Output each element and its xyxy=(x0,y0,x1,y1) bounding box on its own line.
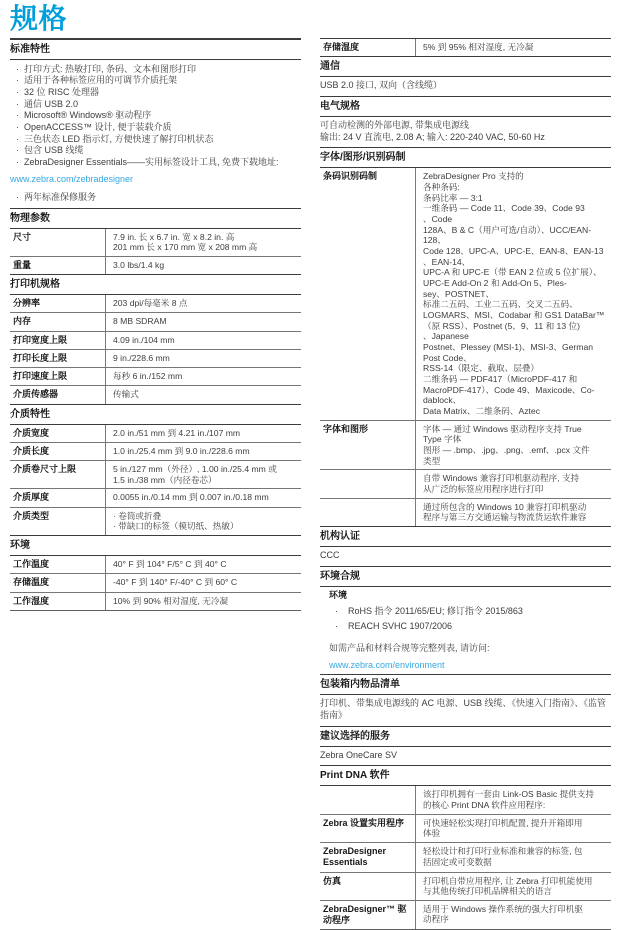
spec-label: 重量 xyxy=(10,257,106,274)
spec-label: 打印宽度上限 xyxy=(10,332,106,349)
bullet-item xyxy=(10,64,301,76)
section-heading: 电气规格 xyxy=(320,96,611,117)
bullet-dot-icon: · xyxy=(16,110,19,121)
section-heading: 通信 xyxy=(320,56,611,77)
spec-value-line: MacroPDF-417）、Code 49、Maxicode、Co- xyxy=(423,384,595,395)
bullet-item xyxy=(10,110,301,122)
spec-value-line: 该打印机拥有一套由 Link-OS Basic 提供支持 xyxy=(423,789,594,800)
spec-value-line: -40° F 到 140° F/-40° C 到 60° C xyxy=(113,577,238,588)
section-heading: 标准特性 xyxy=(10,38,301,60)
spec-label: 介质卷尺寸上限 xyxy=(10,461,106,488)
paragraph xyxy=(320,117,611,148)
spec-value-line: 5% 到 95% 相对湿度, 无冷凝 xyxy=(423,41,534,52)
bullet-dot-icon: · xyxy=(16,122,19,133)
spec-label: 分辨率 xyxy=(10,295,106,312)
spec-value-line: 适用于 Windows 操作系统的强大打印机驱 xyxy=(423,903,583,914)
spec-value-line: Postnet、Plessey (MSI-1)、MSI-3、German xyxy=(423,341,594,352)
paragraph-line: 如需产品和材料合规等完整列表, 请访问: xyxy=(329,642,490,653)
spec-value-line: 一维条码 — Code 11、Code 39、Code 93 xyxy=(423,203,585,214)
page-title: 规格 xyxy=(10,3,68,34)
spec-value-line: Data Matrix、二维条码、Aztec xyxy=(423,405,540,416)
paragraph-line: 打印机、带集成电源线的 AC 电源、USB 线缆、《快速入门指南》、《监管指南》 xyxy=(320,697,607,720)
section-heading: Print DNA 软件 xyxy=(320,765,611,786)
section-heading: 包装箱内物品清单 xyxy=(320,674,611,695)
spec-label: 打印速度上限 xyxy=(10,368,106,385)
spec-value-line: 图形 — .bmp、.jpg、.png、.emf、.pcx 文件 xyxy=(423,444,590,455)
spec-value-line: 10% 到 90% 相对湿度, 无冷凝 xyxy=(113,595,229,606)
bullet-text: REACH SVHC 1907/2006 xyxy=(348,621,453,632)
spec-value xyxy=(106,229,301,256)
bullet-text: OpenACCESS™ 设计, 便于装载介质 xyxy=(24,122,172,133)
paragraph-line: Zebra OneCare SV xyxy=(320,749,398,760)
spec-row xyxy=(10,349,301,367)
spec-value-line: 4.09 in./104 mm xyxy=(113,334,175,345)
spec-value xyxy=(106,461,301,488)
paragraph xyxy=(320,547,611,566)
spec-row xyxy=(10,592,301,610)
spec-label: 字体和图形 xyxy=(320,421,416,470)
spec-value xyxy=(106,295,301,312)
spec-row xyxy=(10,385,301,403)
spec-table xyxy=(10,295,301,404)
spec-value-line: 203 dpi/每毫米 8 点 xyxy=(113,298,188,309)
spec-value xyxy=(106,425,301,442)
spec-label: 介质宽度 xyxy=(10,425,106,442)
spec-label: 仿真 xyxy=(320,873,416,900)
paragraph xyxy=(320,695,611,726)
bullet-text: 通信 USB 2.0 xyxy=(24,98,79,109)
bullet-text: 适用于各种标签应用的可调节介质托架 xyxy=(24,75,178,86)
spec-row xyxy=(10,507,301,535)
spec-value-line: 程序与第三方交通运输与物流货运软件兼容 xyxy=(423,512,587,523)
subsection-heading: 环境 xyxy=(329,589,348,600)
spec-value xyxy=(416,815,611,842)
column-right xyxy=(320,38,611,930)
spec-value-line: 的核心 Print DNA 软件应用程序: xyxy=(423,800,546,811)
spec-value-line: · 带缺口的标签（模切纸、热敏） xyxy=(113,521,239,532)
spec-row xyxy=(10,331,301,349)
spec-value-line: 类型 xyxy=(423,455,441,466)
spec-value-line: 2.0 in./51 mm 到 4.21 in./107 mm xyxy=(113,427,241,438)
spec-value-line: LOGMARS、MSI、Codabar 和 GS1 DataBar™ xyxy=(423,310,605,320)
paragraph-line: USB 2.0 接口, 双向（含线缆） xyxy=(320,79,443,90)
spec-table xyxy=(10,229,301,275)
spec-table xyxy=(320,38,611,56)
spec-value-line: 7.9 in. 长 x 6.7 in. 宽 x 8.2 in. 高 xyxy=(113,231,235,242)
spec-row xyxy=(320,842,611,872)
spec-value-line: 0.0055 in./0.14 mm 到 0.007 in./0.18 mm xyxy=(113,492,269,503)
spec-value-line: 标准二五码、工业二五码、交叉二五码、 xyxy=(423,299,578,310)
section-heading: 物理参数 xyxy=(10,208,301,229)
spec-value xyxy=(416,843,611,872)
spec-value xyxy=(106,508,301,535)
spec-value xyxy=(416,421,611,470)
spec-table xyxy=(320,786,611,930)
spec-value-line: 9 in./228.6 mm xyxy=(113,352,170,363)
bullet-item xyxy=(10,192,301,204)
section-heading: 打印机规格 xyxy=(10,274,301,295)
spec-label: Zebra 设置实用程序 xyxy=(320,815,416,842)
spec-value-line: dablock、 xyxy=(423,395,462,406)
spec-label xyxy=(320,499,416,526)
spec-value-line: 1.0 in./25.4 mm 到 9.0 in./228.6 mm xyxy=(113,445,250,456)
bullet-dot-icon: · xyxy=(16,145,19,156)
paragraph-line: 可自动检测的外部电源, 带集成电源线 xyxy=(320,119,470,130)
spec-value-line: sey、POSTNET、 xyxy=(423,288,495,299)
spec-label: 介质类型 xyxy=(10,508,106,535)
spec-value-line: 条码比率 — 3:1 xyxy=(423,192,483,203)
spec-value-line: UPC-E Add-On 2 和 Add-On 5、Ples- xyxy=(423,278,567,289)
spec-value-line: （原 RSS）、Postnet (5、9、11 和 13 位) xyxy=(423,320,580,331)
bullet-text: 打印方式: 热敏打印, 条码、文本和图形打印 xyxy=(24,63,197,74)
spec-row xyxy=(10,573,301,591)
bullet-item xyxy=(10,87,301,99)
spec-label: 工作湿度 xyxy=(10,593,106,610)
spec-value-line: 体验 xyxy=(423,828,441,839)
spec-label: 介质厚度 xyxy=(10,489,106,506)
bullet-dot-icon: · xyxy=(16,191,19,202)
spec-value-line: 、EAN-14、 xyxy=(423,256,471,267)
spec-label: 介质长度 xyxy=(10,443,106,460)
bullet-item xyxy=(10,145,301,157)
spec-row xyxy=(10,425,301,442)
spec-value xyxy=(106,556,301,573)
bullet-text: Microsoft® Windows® 驱动程序 xyxy=(24,110,152,121)
paragraph-line: CCC xyxy=(320,549,340,560)
spec-row xyxy=(10,295,301,312)
environment-link[interactable]: www.zebra.com/environment xyxy=(329,659,445,670)
spec-value xyxy=(416,901,611,930)
spec-row xyxy=(320,498,611,526)
spec-label xyxy=(320,786,416,813)
spec-value xyxy=(106,313,301,330)
spec-row xyxy=(10,312,301,330)
bullet-text: 三色状态 LED 指示灯, 方便快速了解打印机状态 xyxy=(24,133,214,144)
spec-value xyxy=(106,386,301,403)
bullet-list xyxy=(329,601,611,639)
spec-value xyxy=(416,786,611,813)
spec-table xyxy=(10,556,301,611)
column-left xyxy=(10,38,301,611)
spec-value-line: 、Code xyxy=(423,214,453,225)
zebradesigner-link[interactable]: www.zebra.com/zebradesigner xyxy=(10,173,134,184)
spec-row xyxy=(10,556,301,573)
bullet-dot-icon: · xyxy=(335,606,338,617)
bullet-text: 32 位 RISC 处理器 xyxy=(24,86,100,97)
bullet-dot-icon: · xyxy=(16,63,19,74)
spec-row xyxy=(10,256,301,274)
spec-value-line: 自带 Windows 兼容打印机驱动程序, 支持 xyxy=(423,473,580,484)
spec-value-line: Post Code、 xyxy=(423,352,472,363)
spec-value-line: 1.5 in./38 mm（内径卷芯） xyxy=(113,474,217,485)
spec-value xyxy=(106,593,301,610)
paragraph-line: 输出: 24 V 直流电, 2.08 A; 输入: 220-240 VAC, 50-60 Hz xyxy=(320,131,545,142)
bullet-item xyxy=(10,75,301,87)
bullet-text: 包含 USB 线缆 xyxy=(24,145,84,156)
spec-value-line: 括固定或可变数据 xyxy=(423,856,492,867)
spec-value xyxy=(106,332,301,349)
spec-value-line: ZebraDesigner Pro 支持的 xyxy=(423,171,524,182)
bullet-item xyxy=(10,134,301,146)
section-heading: 介质特性 xyxy=(10,404,301,425)
spec-label: ZebraDesigner Essentials xyxy=(320,843,416,872)
spec-label: 内存 xyxy=(10,313,106,330)
spec-row xyxy=(320,872,611,900)
paragraph xyxy=(320,77,611,96)
bullet-text: 两年标准保修服务 xyxy=(24,191,97,202)
bullet-item xyxy=(10,157,301,169)
spec-value xyxy=(416,873,611,900)
spec-value-line: 与其他传统打印机品牌相关的语言 xyxy=(423,886,552,897)
spec-label: 工作温度 xyxy=(10,556,106,573)
section-heading: 建议选择的服务 xyxy=(320,726,611,747)
spec-label: ZebraDesigner™ 驱动程序 xyxy=(320,901,416,930)
spec-value xyxy=(106,489,301,506)
spec-row xyxy=(10,442,301,460)
spec-value xyxy=(416,470,611,497)
paragraph xyxy=(329,640,611,659)
bullet-item xyxy=(329,606,611,618)
spec-value-line: 各种条码: xyxy=(423,182,460,193)
spec-label: 存储温度 xyxy=(10,574,106,591)
bullet-dot-icon: · xyxy=(16,86,19,97)
spec-value-line: Type 字体 xyxy=(423,434,462,445)
spec-value-line: UPC-A 和 UPC-E（带 EAN 2 位或 5 位扩展）、 xyxy=(423,267,602,278)
spec-value xyxy=(416,39,611,56)
spec-row xyxy=(320,786,611,813)
section-heading: 字体/图形/识别码制 xyxy=(320,147,611,168)
spec-value-line: 轻松设计和打印行业标准和兼容的标签, 包 xyxy=(423,846,583,857)
spec-value xyxy=(106,574,301,591)
spec-value-line: 传输式 xyxy=(113,389,139,400)
spec-value xyxy=(106,368,301,385)
spec-label: 存储湿度 xyxy=(320,39,416,56)
spec-value-line: 201 mm 长 x 170 mm 宽 x 208 mm 高 xyxy=(113,242,258,253)
spec-value xyxy=(416,499,611,526)
paragraph xyxy=(320,747,611,766)
bullet-dot-icon: · xyxy=(16,98,19,109)
spec-value xyxy=(106,257,301,274)
spec-row xyxy=(10,488,301,506)
spec-label xyxy=(320,470,416,497)
spec-value-line: 动程序 xyxy=(423,914,449,925)
spec-label: 打印长度上限 xyxy=(10,350,106,367)
spec-label: 条码识别码制 xyxy=(320,168,416,419)
bullet-item xyxy=(10,122,301,134)
bullet-dot-icon: · xyxy=(16,157,19,168)
spec-value xyxy=(416,168,611,419)
spec-value xyxy=(106,350,301,367)
spec-value xyxy=(106,443,301,460)
spec-value-line: 3.0 lbs/1.4 kg xyxy=(113,259,165,270)
section-heading: 机构认证 xyxy=(320,526,611,547)
spec-row xyxy=(320,900,611,930)
spec-value-line: 128、 xyxy=(423,235,446,246)
bullet-dot-icon: · xyxy=(16,75,19,86)
spec-value-line: 从广泛的标签应用程序进行打印 xyxy=(423,483,544,494)
bullet-list xyxy=(10,60,301,173)
spec-row xyxy=(320,39,611,56)
spec-label: 介质传感器 xyxy=(10,386,106,403)
spec-value-line: 8 MB SDRAM xyxy=(113,316,167,327)
spec-value-line: 可快速轻松实现打印机配置, 提升开箱即用 xyxy=(423,817,583,828)
spec-value-line: 5 in./127 mm（外径）, 1.00 in./25.4 mm 或 xyxy=(113,464,277,475)
spec-value-line: · 卷筒或折叠 xyxy=(113,510,162,521)
spec-row xyxy=(10,460,301,488)
bullet-item xyxy=(10,99,301,111)
spec-row xyxy=(320,814,611,842)
spec-value-line: Code 128、UPC-A、UPC-E、EAN-8、EAN-13 xyxy=(423,246,604,257)
spec-row xyxy=(320,168,611,419)
spec-row xyxy=(320,420,611,470)
section-heading: 环境合规 xyxy=(320,566,611,587)
spec-value-line: 40° F 到 104° F/5° C 到 40° C xyxy=(113,559,227,570)
spec-table xyxy=(320,168,611,525)
spec-value-line: 打印机自带应用程序, 让 Zebra 打印机能使用 xyxy=(423,875,593,886)
bullet-dot-icon: · xyxy=(16,133,19,144)
spec-row xyxy=(10,367,301,385)
spec-row xyxy=(320,469,611,497)
spec-value-line: 每秒 6 in./152 mm xyxy=(113,371,183,382)
spec-value-line: RSS-14（限定、截取、层叠） xyxy=(423,363,540,374)
bullet-text: ZebraDesigner Essentials——实用标签设计工具, 免费下载地址: xyxy=(24,157,279,168)
columns-container xyxy=(10,38,611,930)
spec-row xyxy=(10,229,301,256)
spec-value-line: 字体 — 通过 Windows 驱动程序支持 True xyxy=(423,423,582,434)
bullet-item xyxy=(329,621,611,633)
bullet-text: RoHS 指令 2011/65/EU; 修订指令 2015/863 xyxy=(348,606,523,617)
spec-value-line: 、Japanese xyxy=(423,331,469,342)
bullet-dot-icon: · xyxy=(335,621,338,632)
spec-table xyxy=(10,425,301,535)
bullet-list xyxy=(10,188,301,208)
section-heading: 环境 xyxy=(10,535,301,556)
spec-value-line: 128A、B & C（用户可选/自动）、UCC/EAN- xyxy=(423,224,592,235)
spec-label: 尺寸 xyxy=(10,229,106,256)
spec-value-line: 通过所包含的 Windows 10 兼容打印机驱动 xyxy=(423,501,587,512)
spec-value-line: 二维条码 — PDF417（MicroPDF-417 和 xyxy=(423,373,578,384)
